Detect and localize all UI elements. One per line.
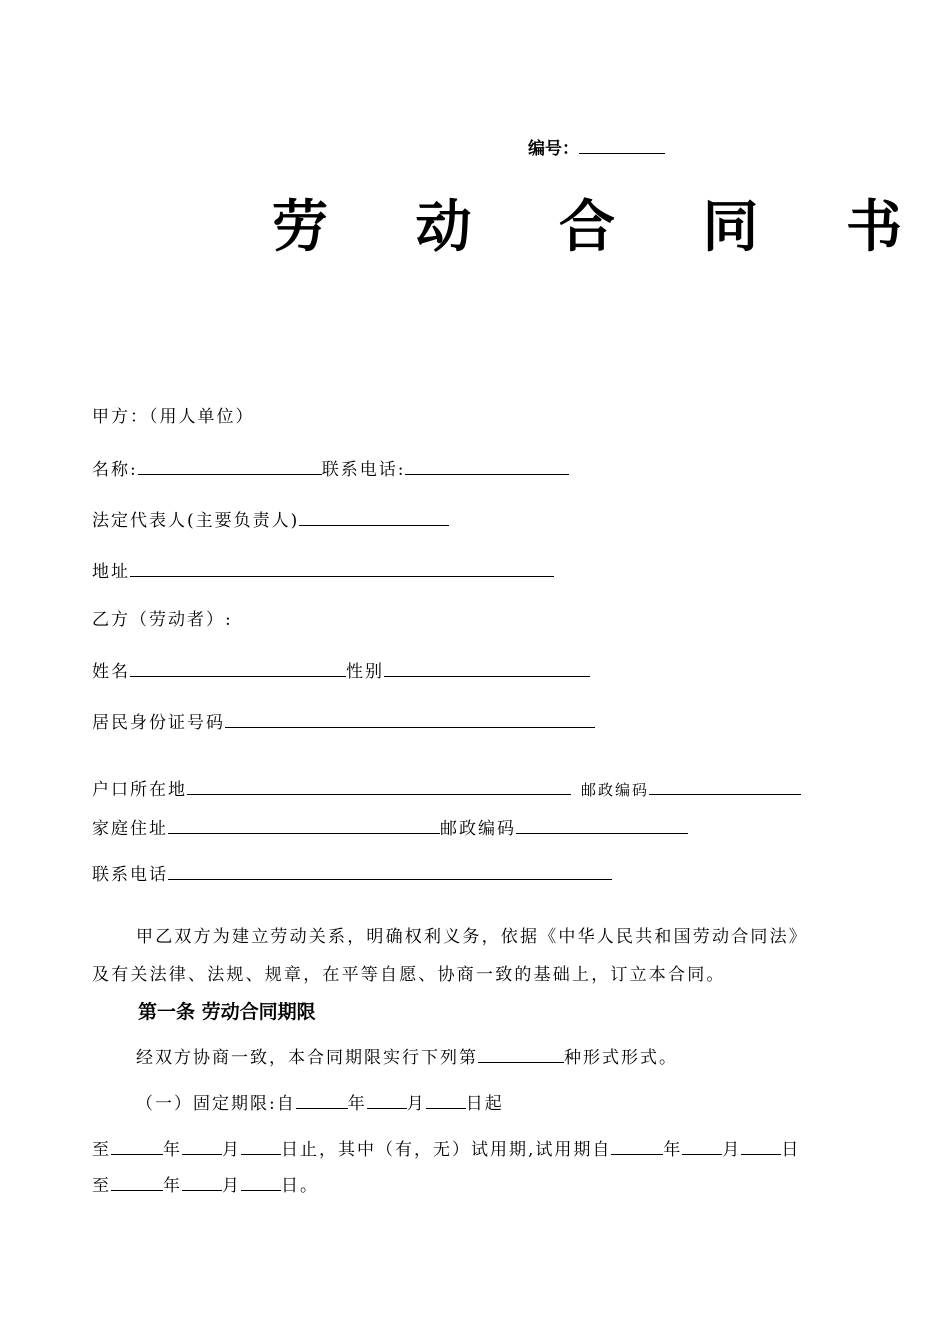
probation-start-month-field[interactable] <box>682 1136 722 1155</box>
id-number-label: 居民身份证号码 <box>92 713 225 733</box>
to-label: 至 <box>92 1140 111 1160</box>
article-1-intro <box>136 1044 678 1070</box>
postcode1-field[interactable] <box>649 776 801 795</box>
month-label: 月 <box>222 1140 241 1160</box>
day-from-label: 日起 <box>465 1094 504 1114</box>
probation-start-day-field[interactable] <box>741 1136 781 1155</box>
day-label: 日 <box>781 1140 801 1160</box>
preamble-line-2: 及有关法律、法规、规章，在平等自愿、协商一致的基础上，订立本合同。 <box>92 965 726 985</box>
day-end-label: 日。 <box>281 1176 319 1196</box>
start-month-field[interactable] <box>367 1090 407 1109</box>
probation-end-day-field[interactable] <box>241 1172 281 1191</box>
contract-form-field[interactable] <box>478 1044 564 1063</box>
party-b-name-field[interactable] <box>130 658 346 677</box>
end-year-field[interactable] <box>111 1136 163 1155</box>
postcode2-label: 邮政编码 <box>440 819 516 839</box>
party-a-name-field[interactable] <box>138 456 322 475</box>
month-label: 月 <box>406 1094 426 1114</box>
year-label: 年 <box>163 1140 182 1160</box>
probation-end-year-field[interactable] <box>111 1172 163 1191</box>
year-label: 年 <box>347 1094 367 1114</box>
start-year-field[interactable] <box>296 1090 348 1109</box>
party-a-name-label: 名称: <box>92 460 138 480</box>
hukou-field[interactable] <box>187 776 571 795</box>
article-1-intro-text: 经双方协商一致，本合同期限实行下列第 <box>136 1048 478 1068</box>
month-label: 月 <box>222 1176 241 1196</box>
party-b-phone-label: 联系电话 <box>92 865 168 885</box>
party-a-phone-label: 联系电话: <box>321 460 406 480</box>
probation-start-year-field[interactable] <box>611 1136 663 1155</box>
home-address-field[interactable] <box>168 815 440 834</box>
party-b-name-label: 姓名 <box>92 662 130 682</box>
year-label: 年 <box>663 1140 683 1160</box>
term-end-row <box>92 1136 800 1162</box>
fixed-term-row <box>136 1090 504 1116</box>
end-day-field[interactable] <box>241 1136 281 1155</box>
party-b-heading: 乙方（劳动者）: <box>92 610 233 630</box>
start-day-field[interactable] <box>426 1090 466 1109</box>
article-1-intro-suffix: 种形式形式。 <box>564 1048 678 1068</box>
probation-end-month-field[interactable] <box>182 1172 222 1191</box>
party-b-name-row <box>92 658 590 684</box>
party-b-phone-field[interactable] <box>168 861 612 880</box>
day-until-label: 日止，其中（有，无）试用期,试用期自 <box>281 1140 612 1160</box>
contract-number-field[interactable] <box>579 135 665 154</box>
month-label: 月 <box>722 1140 742 1160</box>
contract-number-label: 编号： <box>528 139 579 159</box>
contract-number <box>528 134 665 159</box>
id-number-row <box>92 709 595 735</box>
party-b-phone-row <box>92 861 612 887</box>
home-address-label: 家庭住址 <box>92 819 168 839</box>
to-label: 至 <box>92 1176 111 1196</box>
postcode2-field[interactable] <box>516 815 688 834</box>
preamble-line-1: 甲乙双方为建立劳动关系，明确权利义务，依据《中华人民共和国劳动合同法》 <box>136 927 808 947</box>
party-a-address-field[interactable] <box>130 558 554 577</box>
party-a-address-label: 地址 <box>92 562 130 582</box>
home-address-row <box>92 815 688 841</box>
party-b-gender-field[interactable] <box>384 658 590 677</box>
postcode1-label: 邮政编码 <box>581 781 650 799</box>
legal-rep-label: 法定代表人(主要负责人) <box>92 511 300 531</box>
party-a-heading: 甲方：（用人单位） <box>92 407 255 427</box>
legal-rep-field[interactable] <box>299 507 449 526</box>
hukou-label: 户口所在地 <box>92 780 187 800</box>
party-a-address-row <box>92 558 554 584</box>
legal-rep-row <box>92 507 449 533</box>
page-title: 劳 动 合 同 书 <box>272 195 936 260</box>
fixed-term-label: （一）固定期限:自 <box>136 1094 296 1114</box>
id-number-field[interactable] <box>225 709 595 728</box>
party-a-name-row <box>92 456 569 482</box>
probation-end-row <box>92 1172 319 1198</box>
party-b-gender-label: 性别 <box>346 662 384 682</box>
hukou-row <box>92 776 801 802</box>
year-label: 年 <box>163 1176 182 1196</box>
article-1-heading: 第一条 劳动合同期限 <box>138 1001 316 1023</box>
end-month-field[interactable] <box>182 1136 222 1155</box>
party-a-phone-field[interactable] <box>405 456 569 475</box>
